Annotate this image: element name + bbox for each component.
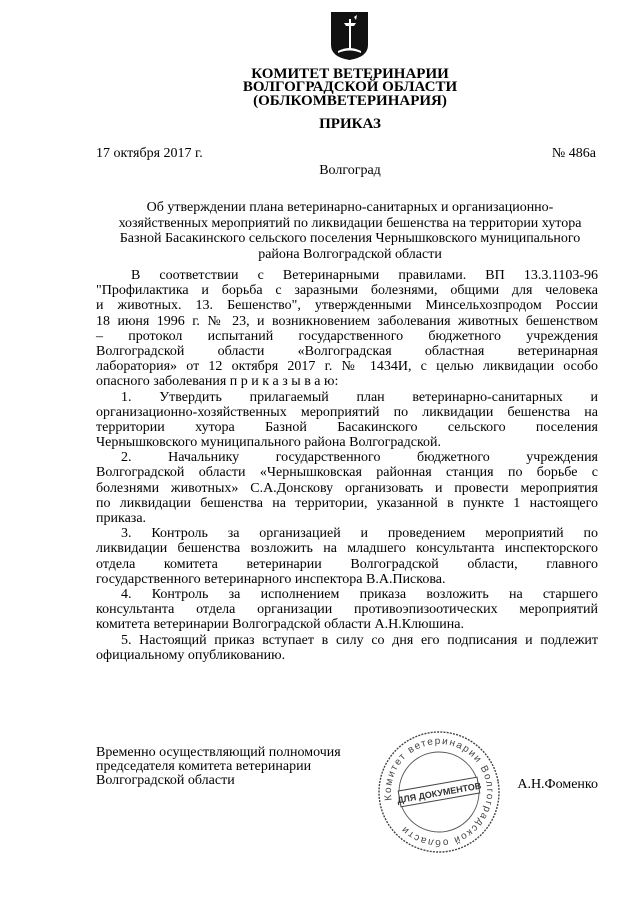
stamp-ring-text: Комитет ветеринарии Волгоградской области: [382, 735, 496, 849]
volgograd-coat-of-arms-icon: [330, 11, 369, 61]
body-line: и животных. 13. Бешенство", утвержденными Минсельхозпродом России: [96, 298, 598, 314]
body-line: 3. Контроль за организацией и проведением мероприятий по: [121, 526, 598, 542]
document-number: № 486а: [551, 146, 596, 161]
body-line: В соответствии с Ветеринарными правилами. ВП 13.3.1103-96: [131, 268, 598, 283]
body-line: официальному опубликованию.: [96, 647, 286, 663]
body-line: отдела комитета ветеринарии Волгоградской области, главного: [96, 556, 598, 572]
subject-line: хозяйственных мероприятий по ликвидации бешенства на территории хутора: [118, 215, 582, 231]
body-line: лаборатория» от 12 октября 2017 г. № 1434И, с целью ликвидации особо: [96, 359, 598, 375]
signer-position: [96, 746, 341, 788]
body-line: Чернышковского муниципального района Волгоградской.: [96, 435, 442, 451]
body-line: ликвидации бешенства возложить на младшего консультанта инспекторского: [96, 541, 598, 557]
body-line: Волгоградской области «Волгоградская областная ветеринарная: [96, 343, 598, 359]
subject-line: Об утверждении плана ветеринарно-санитарных и организационно-: [146, 200, 554, 215]
document-type: ПРИКАЗ: [319, 116, 381, 132]
body-line: территории хутора Базной Басакинского сельского поселения: [96, 419, 598, 435]
stamp-center-text: ДЛЯ ДОКУМЕНТОВ: [396, 780, 482, 806]
organization-name-line-2: ВОЛГОГРАДСКОЙ ОБЛАСТИ: [242, 79, 458, 95]
signer-position-line: председателя комитета ветеринарии: [96, 759, 312, 774]
body-line: комитета ветеринарии Волгоградской области А.Н.Клюшина.: [96, 617, 464, 633]
round-stamp: [374, 727, 504, 857]
body-line: "Профилактика и борьба с заразными болезнями, общими для человека: [96, 283, 598, 299]
body-line: 2. Начальнику государственного бюджетного учреждения: [121, 450, 598, 466]
subject-line: района Волгоградской области: [258, 246, 442, 262]
document-body: [96, 268, 598, 663]
body-line: болезнями животных» С.А.Донскову организовать и провести мероприятия: [96, 480, 598, 496]
body-line: опасного заболевания п р и к а з ы в а ю:: [96, 374, 339, 390]
body-line: Волгоградской области «Чернышковская районная станция по борьбе с: [96, 465, 598, 481]
subject-line: Базной Басакинского сельского поселения Чернышковского муниципального: [119, 231, 581, 246]
organization-name-line-1: КОМИТЕТ ВЕТЕРИНАРИИ: [251, 66, 449, 82]
signer-position-line: Временно осуществляющий полномочия: [96, 745, 341, 760]
body-line: по ликвидации бешенства на территории, указанной в пункте 1 настоящего: [96, 495, 598, 511]
body-line: 18 июня 1996 г. № 23, и возникновением заболевания животных бешенством: [96, 313, 598, 329]
body-line: 1. Утвердить прилагаемый план ветеринарно-санитарных и: [121, 389, 598, 405]
body-line: консультанта отдела организации противоэпизоотических мероприятий: [96, 602, 598, 618]
document-date: 17 октября 2017 г.: [96, 146, 203, 161]
body-line: приказа.: [96, 511, 147, 526]
signer-position-line: Волгоградской области: [96, 773, 235, 788]
body-line: организационно-хозяйственных мероприятий по ликвидации бешенства на: [96, 404, 598, 420]
body-line: 4. Контроль за исполнением приказа возложить на старшего: [121, 586, 598, 602]
organization-name-line-3: (ОБЛКОМВЕТЕРИНАРИЯ): [253, 93, 447, 109]
signer-name: А.Н.Фоменко: [517, 777, 598, 792]
document-subject: [90, 200, 610, 262]
document-city: Волгоград: [319, 163, 381, 178]
body-line: – протокол испытаний государственного бюджетного учреждения: [96, 328, 598, 344]
body-line: государственного ветеринарного инспектора В.А.Пискова.: [96, 571, 446, 587]
body-line: 5. Настоящий приказ вступает в силу со дня его подписания и подлежит: [121, 632, 598, 648]
